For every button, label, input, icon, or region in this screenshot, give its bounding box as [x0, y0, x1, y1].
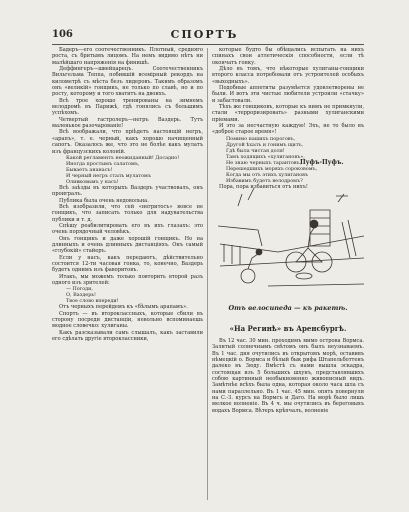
paragraph: Бадеръ—его соотечественникъ. Плотный, средняго роста, съ бритымъ лицомъ. На немъ видимо нѣтъ ни малѣйшаго напряженія на финишѣ. — [52, 47, 203, 66]
paragraph: Тѣхъ же гонщиковъ, которые къ нимъ не примкнули, стали «терроризировать» разными хулиганскими пріемами. — [212, 104, 364, 123]
verse-line: — Погоди, — [66, 286, 93, 293]
paragraph: Четвертый гастролеръ—негръ Ваздерь. Тутъ маленькое разочарованіе! — [52, 116, 203, 130]
paragraph: Отъ черныхъ перейдемъ къ «бѣлымъ арапамъ». — [59, 304, 188, 311]
header-rule — [52, 44, 364, 45]
paragraph: Пора, пора избавиться отъ нихъ! — [219, 183, 308, 190]
verse-block — [52, 155, 203, 185]
section-heading: «На Регинѣ» въ Аренсбургѣ. — [229, 324, 347, 333]
verse-line: Твое слово впереди! — [66, 298, 119, 305]
verse-line: Другой ѣхалъ и гонимъ щитъ, — [226, 141, 304, 148]
paragraph: Всѣ заѣзды въ которыхъ Ваздеръ участвовалъ, онъ проигралъ. — [52, 184, 203, 198]
verse-block — [52, 286, 203, 304]
right-column-lower — [212, 338, 364, 414]
paragraph: Если у насъ, какъ передаютъ, дѣйствительно состоится 12-ти часовая гонка, то, конечно, Ваздерь будетъ однимъ изъ фаворитовъ. — [52, 254, 203, 274]
verse-line: И черный негръ сталъ мулатомъ — [66, 172, 151, 179]
column-divider — [207, 48, 208, 500]
paragraph: Всѣ воображали, что пріѣдетъ настоящій негръ, «арапъ», т. е. черный, какъ хорошо начищенный сапогъ. Оказалось же, что это не болѣе какъ мулатъ изъ французскихъ колоній. — [52, 129, 203, 155]
paragraph: Итакъ, мы можемъ только повторить второй разъ одного изъ зрителей: — [52, 273, 203, 286]
verse-line: Гдѣ была чистая доля! — [226, 147, 285, 154]
paragraph: Онъ гонщикъ и даже хорошій гонщикъ. Но на длинныхъ и очень длинныхъ дистанціяхъ. Онъ самый «глубокій» стайеръ. — [52, 235, 203, 255]
page-number: 106 — [52, 29, 73, 40]
verse-line: Иногда простымъ салатомъ, — [66, 160, 140, 167]
verse-line: Бываетъ ананасъ! — [66, 166, 113, 173]
verse-line: Какой регламентъ неожиданный! Досадно! — [66, 154, 180, 161]
left-column — [52, 47, 203, 342]
verse-line: Когда мы отъ этихъ хулигановъ — [226, 171, 309, 178]
paragraph: Дѣло въ томъ, что нѣкоторые хулиганы-гонщики второго класса потребовали отъ устроителей особыхъ «выходныхъ». — [212, 66, 364, 85]
illustration-caption: Отъ велосипеда — къ ракетѣ. — [228, 304, 348, 312]
paragraph: И это за несчастную каждую! Эхъ, не то было въ «доброе старое время»! — [212, 123, 364, 136]
verse-line: Не знаю черныхъ тарантовъ, — [226, 159, 302, 166]
verse-line: Перешедшихъ моряхъ сороковомъ, — [226, 165, 318, 172]
paragraph: которые будто бы обѣщались испытать на нихъ спинахъ свои атлетическія способности, если тѣ окончатъ гонку. — [212, 47, 364, 66]
paragraph: Спортъ — въ второклассныхъ, которые сбили въ сторону посреди дистанціи, невольно вспоминаешь модное словечко: хулиганы. — [52, 310, 203, 330]
verse-line: Тамъ ходящихъ «хулигановъ», — [226, 153, 305, 160]
cartoon-illustration — [218, 166, 364, 302]
illustration-title: Пуфъ-Пуфъ. — [300, 159, 344, 166]
paragraph: Публика была очень недовольна. — [59, 197, 149, 204]
paragraph: Деффингеръ—швейцарецъ. Соотечественникъ Вильгельма Теппа, побившій всемірный рекордъ на километрѣ съ мѣста безъ лидеровъ. Такимъ образомъ онъ «великій» гонщикъ, не только по славѣ, но и по росту, которому и того хватитъ на двоихъ. — [52, 66, 203, 98]
verse-line: Избавимъ будетъ велодромъ? — [226, 177, 303, 184]
verse-line: О, Ваздерь! — [66, 292, 96, 299]
page-title: СПОРТЪ — [170, 28, 239, 41]
paragraph: Спѣшу реабилитировать его въ ихъ глазахъ: это очень порядочный человѣкъ. — [52, 222, 203, 236]
paragraph: Въ 12 час. 30 мин. проходимъ мимо острова Вормса. Залитый солнечнымъ свѣтомъ онъ былъ неузнаваемъ. Въ 1 час. дня очутились въ открытомъ морѣ, оставивъ нѣмецкій о. Вормса и бѣлый бык рифа Штапельботтенъ далеко въ Зюду. Вмѣстѣ съ нами вышла эскадра, состоящая изъ 5 большихъ шхунъ, представлявшихъ собою картинный необыкновенно живописный видъ. Замѣтнѣе всѣхъ была одна, которая около часа шла съ нами параллельно. Въ 1 час. 45 мин. опять повернули на С.-З. курсъ на Вормсъ и Даго. На морѣ было лишь мелкое волненіе. Въ 4 ч. мы очутились въ береговыхъ водахъ Вормса. Вѣтеръ крѣпчалъ, волненіе — [212, 338, 364, 414]
verse-line: Помимо нашихъ пороговъ, — [226, 135, 296, 142]
paragraph: Подобные аппетиты разумѣется удовлетворены не были. И вотъ эти чистые любители устроили «стачку» и забастовали. — [212, 85, 364, 104]
paragraph: Всѣ изобразили, что сей «негритосъ» вовсе не гонщикъ, что записать только для надувательства публики и т. д. — [52, 203, 203, 223]
verse-line: Оливковымъ у насъ! — [66, 178, 119, 185]
paragraph: Всѣ трое хорошо тренированы на зимнемъ велодромѣ въ Парижѣ, гдѣ гонялись съ большимъ успѣхомъ. — [52, 97, 203, 117]
paragraph: Какъ разсказывали самъ слышалъ, какъ заставили его сдѣлать другіе второклассники, — [52, 329, 203, 343]
